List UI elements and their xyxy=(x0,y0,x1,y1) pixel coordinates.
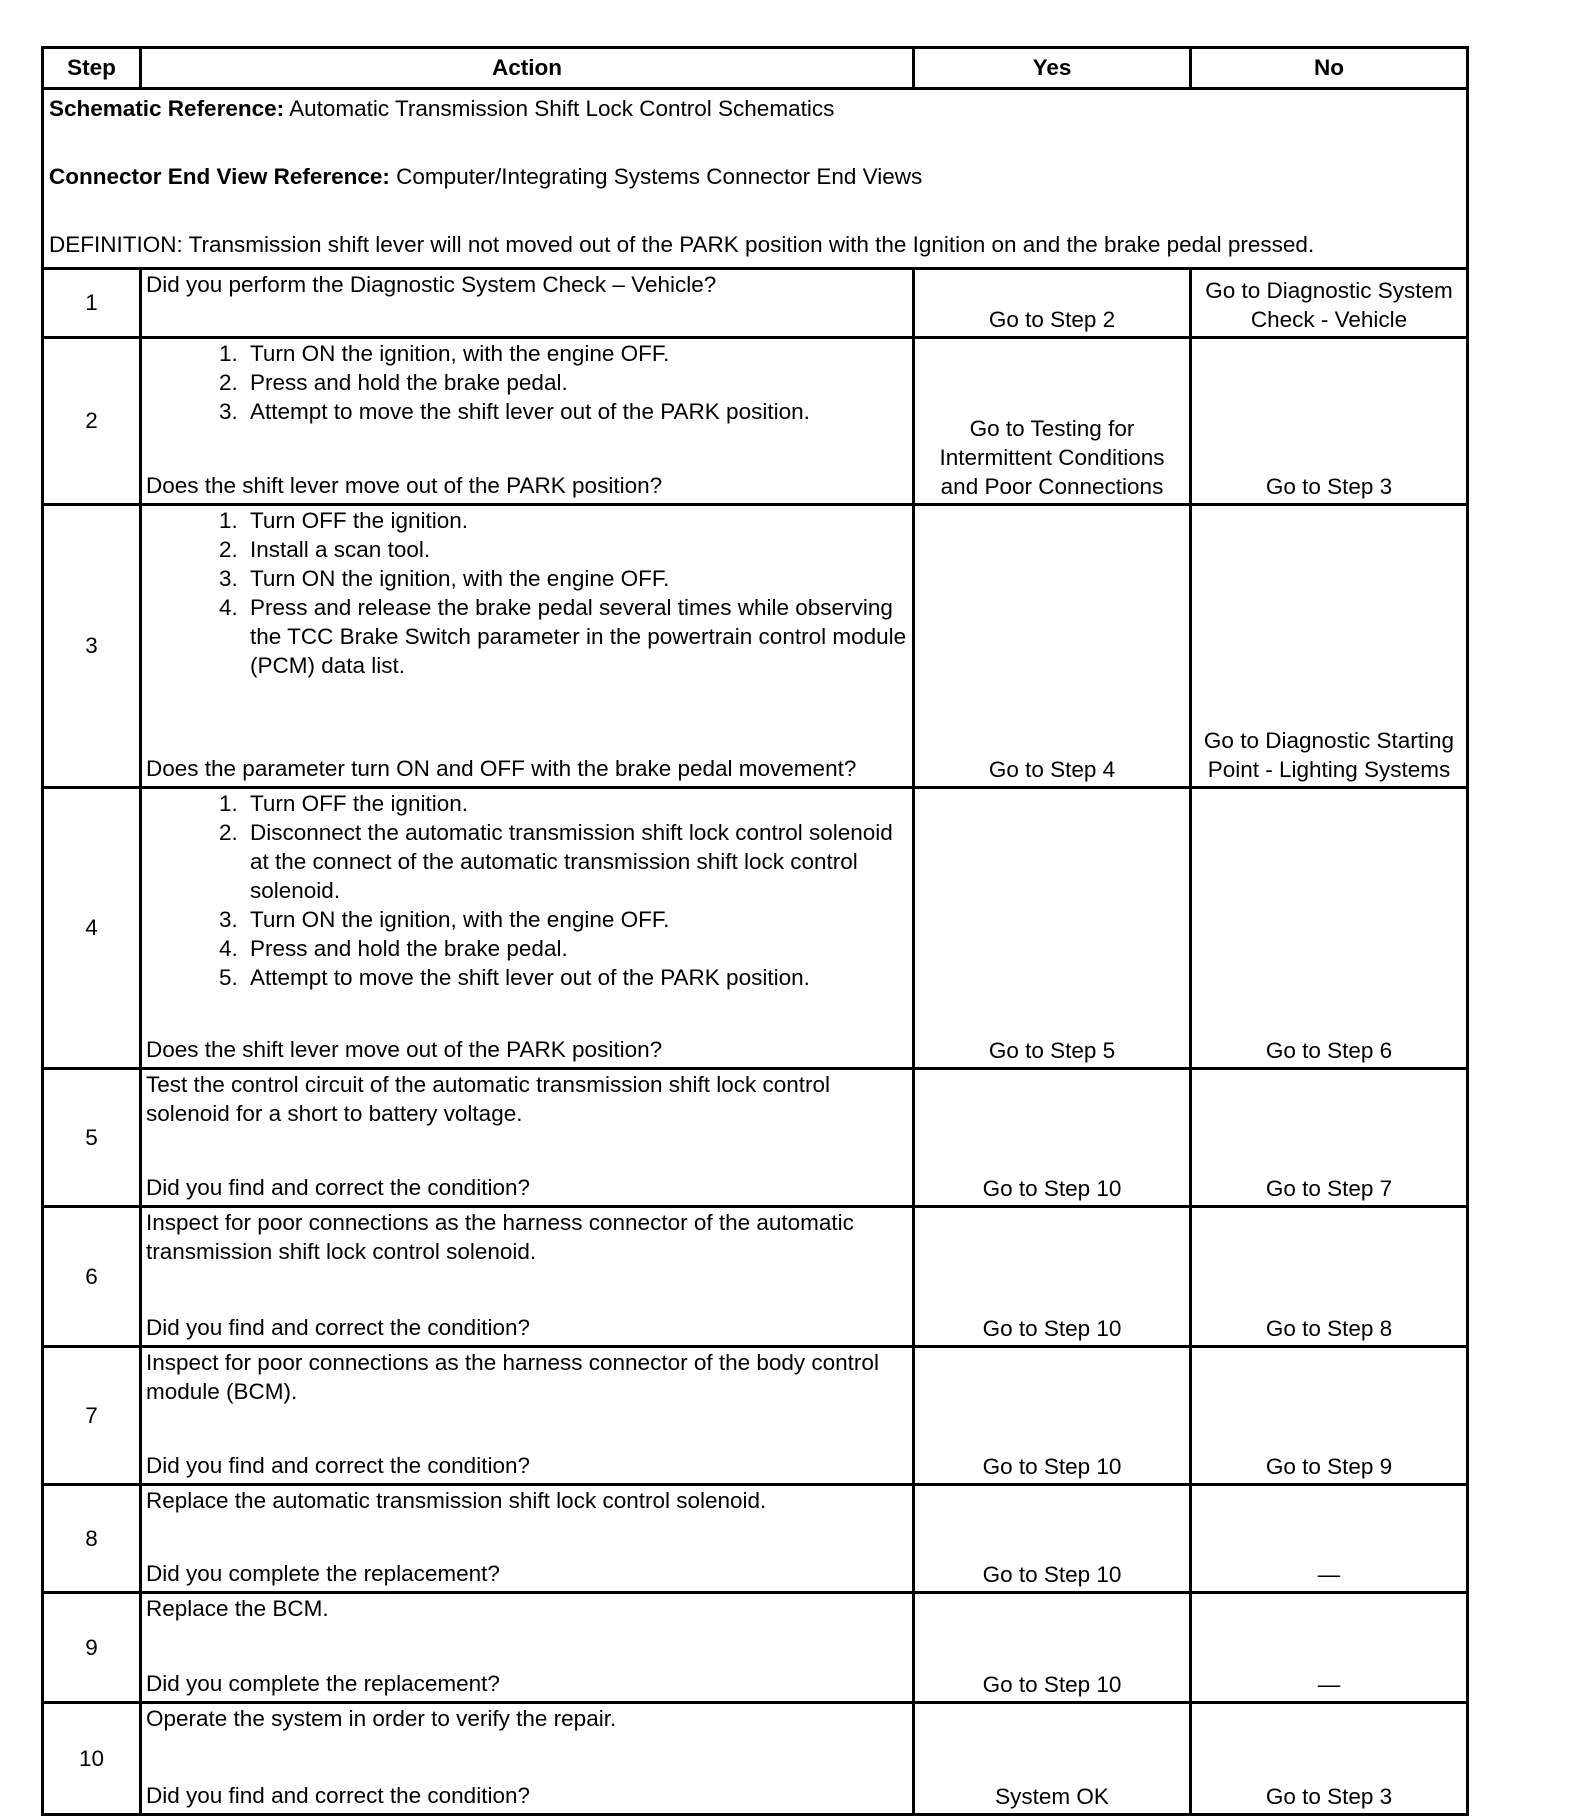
yes-link[interactable]: Go to Step 5 xyxy=(914,788,1191,1069)
step-number: 3 xyxy=(43,505,141,788)
instruction-item: 3. Attempt to move the shift lever out of the PARK position. xyxy=(244,397,908,426)
step-row xyxy=(43,1347,1468,1485)
no-link[interactable]: — xyxy=(1191,1485,1468,1593)
action-question: Does the shift lever move out of the PARK position? xyxy=(146,1037,663,1062)
yes-link[interactable]: Go to Step 4 xyxy=(914,505,1191,788)
connector-label: Connector End View Reference: xyxy=(49,164,390,189)
action-text: Test the control circuit of the automatic transmission shift lock control solenoid for a short to battery voltage. xyxy=(146,1072,831,1126)
yes-link[interactable]: Go to Step 2 xyxy=(914,269,1191,338)
action-question: Did you find and correct the condition? xyxy=(146,1453,530,1478)
action-cell xyxy=(141,1207,914,1347)
no-link[interactable]: Go to Diagnostic System Check - Vehicle xyxy=(1191,269,1468,338)
action-text: Replace the BCM. xyxy=(146,1596,329,1621)
action-text: Operate the system in order to verify the repair. xyxy=(146,1706,617,1731)
step-row xyxy=(43,338,1468,505)
schematic-label: Schematic Reference: xyxy=(49,96,285,121)
yes-link[interactable]: Go to Step 10 xyxy=(914,1347,1191,1485)
header-yes: Yes xyxy=(914,48,1191,89)
step-row xyxy=(43,505,1468,788)
step-number: 8 xyxy=(43,1485,141,1593)
no-link[interactable]: Go to Step 3 xyxy=(1191,1703,1468,1815)
step-row xyxy=(43,1207,1468,1347)
schematic-reference: Automatic Transmission Shift Lock Control Schematics xyxy=(284,96,835,121)
yes-link[interactable]: Go to Step 10 xyxy=(914,1069,1191,1207)
header-step: Step xyxy=(43,48,141,89)
definition: DEFINITION: Transmission shift lever will not moved out of the PARK position with the Ignition on and the brake pedal pressed. xyxy=(49,232,1315,257)
header-no: No xyxy=(1191,48,1468,89)
step-row xyxy=(43,1593,1468,1703)
step-number: 2 xyxy=(43,338,141,505)
yes-link[interactable]: Go to Step 10 xyxy=(914,1207,1191,1347)
header-action: Action xyxy=(141,48,914,89)
action-text: Inspect for poor connections as the harness connector of the body control module (BCM). xyxy=(146,1350,879,1404)
action-question: Does the parameter turn ON and OFF with the brake pedal movement? xyxy=(146,756,857,781)
yes-link[interactable]: Go to Step 10 xyxy=(914,1485,1191,1593)
instruction-item: 4. Press and hold the brake pedal. xyxy=(244,934,908,963)
instruction-item: 2. Install a scan tool. xyxy=(244,535,908,564)
action-question: Did you find and correct the condition? xyxy=(146,1175,530,1200)
action-cell xyxy=(141,1069,914,1207)
instruction-item: 3. Turn ON the ignition, with the engine OFF. xyxy=(244,905,908,934)
instruction-item: 1. Turn OFF the ignition. xyxy=(244,789,908,818)
instruction-item: 5. Attempt to move the shift lever out of the PARK position. xyxy=(244,963,908,992)
step-number: 6 xyxy=(43,1207,141,1347)
no-link[interactable]: — xyxy=(1191,1593,1468,1703)
action-text: Did you perform the Diagnostic System Check – Vehicle? xyxy=(146,272,717,297)
instruction-item: 1. Turn ON the ignition, with the engine OFF. xyxy=(244,339,908,368)
action-text: Inspect for poor connections as the harness connector of the automatic transmission shift lock control solenoid. xyxy=(146,1210,854,1264)
instruction-list xyxy=(146,339,908,426)
instruction-item: 2. Disconnect the automatic transmission shift lock control solenoid at the connect of the automatic transmission shift lock control solenoid. xyxy=(244,818,908,905)
reference-row xyxy=(43,89,1468,269)
step-row xyxy=(43,269,1468,338)
instruction-item: 1. Turn OFF the ignition. xyxy=(244,506,908,535)
step-number: 9 xyxy=(43,1593,141,1703)
step-number: 4 xyxy=(43,788,141,1069)
action-cell xyxy=(141,505,914,788)
no-link[interactable]: Go to Diagnostic Starting Point - Lighting Systems xyxy=(1191,505,1468,788)
no-link[interactable]: Go to Step 8 xyxy=(1191,1207,1468,1347)
connector-reference: Computer/Integrating Systems Connector End Views xyxy=(389,164,923,189)
action-cell xyxy=(141,788,914,1069)
action-question: Does the shift lever move out of the PARK position? xyxy=(146,473,663,498)
action-cell xyxy=(141,1347,914,1485)
no-link[interactable]: Go to Step 6 xyxy=(1191,788,1468,1069)
instruction-list xyxy=(146,506,908,680)
action-cell xyxy=(141,338,914,505)
yes-link[interactable]: System OK xyxy=(914,1703,1191,1815)
step-row xyxy=(43,1069,1468,1207)
step-number: 7 xyxy=(43,1347,141,1485)
action-question: Did you complete the replacement? xyxy=(146,1671,500,1696)
step-number: 5 xyxy=(43,1069,141,1207)
action-question: Did you find and correct the condition? xyxy=(146,1315,530,1340)
step-row xyxy=(43,1703,1468,1815)
yes-link[interactable]: Go to Testing for Intermittent Conditions and Poor Connections xyxy=(914,338,1191,505)
action-cell xyxy=(141,1593,914,1703)
yes-link[interactable]: Go to Step 10 xyxy=(914,1593,1191,1703)
no-link[interactable]: Go to Step 7 xyxy=(1191,1069,1468,1207)
step-row xyxy=(43,788,1468,1069)
instruction-item: 2. Press and hold the brake pedal. xyxy=(244,368,908,397)
step-number: 1 xyxy=(43,269,141,338)
no-link[interactable]: Go to Step 3 xyxy=(1191,338,1468,505)
action-question: Did you complete the replacement? xyxy=(146,1561,500,1586)
action-cell xyxy=(141,1485,914,1593)
step-number: 10 xyxy=(43,1703,141,1815)
instruction-list xyxy=(146,789,908,992)
instruction-item: 4. Press and release the brake pedal several times while observing the TCC Brake Switch parameter in the powertrain control module (PCM) data list. xyxy=(244,593,908,680)
diagnostic-table xyxy=(41,46,1469,1816)
action-question: Did you find and correct the condition? xyxy=(146,1783,530,1808)
header-row xyxy=(43,48,1468,89)
action-text: Replace the automatic transmission shift lock control solenoid. xyxy=(146,1488,767,1513)
reference-cell xyxy=(43,89,1468,269)
instruction-item: 3. Turn ON the ignition, with the engine OFF. xyxy=(244,564,908,593)
action-cell xyxy=(141,1703,914,1815)
step-row xyxy=(43,1485,1468,1593)
no-link[interactable]: Go to Step 9 xyxy=(1191,1347,1468,1485)
action-cell xyxy=(141,269,914,338)
